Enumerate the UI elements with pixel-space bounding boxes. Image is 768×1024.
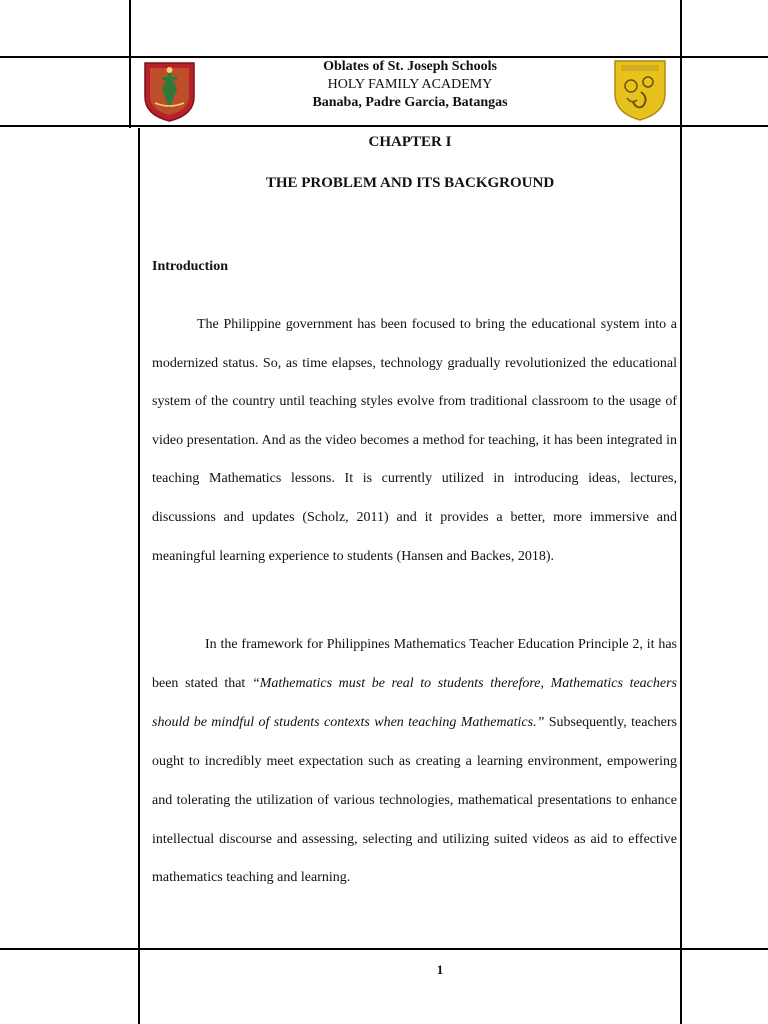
page-number: 1 — [436, 962, 444, 977]
left-margin-rule — [138, 128, 140, 1024]
paragraph-2-text-before: In the framework for Philippines Mathematics Teacher Education Principle 2, it has been stated that — [152, 637, 677, 691]
footer-rule — [0, 948, 768, 950]
header-school-name: HOLY FAMILY ACADEMY — [327, 77, 493, 92]
section-heading: Introduction — [152, 259, 228, 274]
body-paragraph-1 — [152, 306, 677, 576]
chapter-number: CHAPTER I — [368, 134, 452, 150]
right-margin-rule — [680, 0, 682, 1024]
body-paragraph-2 — [152, 626, 677, 898]
paragraph-2-quote: “Mathematics must be real to students therefore, Mathematics teachers should be mindful of students contexts when teaching Mathematics.” — [152, 675, 677, 730]
school-header — [140, 58, 680, 124]
left-margin-rule-top — [129, 0, 131, 128]
header-organization: Oblates of St. Joseph Schools — [323, 59, 497, 74]
header-bottom-rule — [0, 125, 768, 127]
paragraph-2-text-after: Subsequently, teachers ought to incredibly meet expectation such as creating a learning environment, empowering and tolerating the utilization of various technologies, mathematical presentations to enhance intellectual discourse and assessing, selecting and utilizing suited videos as aid to effective mathematics teaching and learning. — [152, 714, 678, 886]
header-address: Banaba, Padre Garcia, Batangas — [312, 95, 508, 110]
paragraph-1-text: The Philippine government has been focused to bring the educational system into a modernized status. So, as time elapses, technology gradually revolutionized the educational system of the country until teaching styles evolve from traditional classroom to the usage of video presentation. And as the video becomes a method for teaching, it has been integrated in teaching Mathematics lessons. It is currently utilized in introducing ideas, lectures, discussions and updates (Scholz, 2011) and it provides a better, more immersive and meaningful learning experience to students (Hansen and Backes, 2018). — [152, 317, 677, 564]
chapter-title: THE PROBLEM AND ITS BACKGROUND — [265, 175, 555, 191]
